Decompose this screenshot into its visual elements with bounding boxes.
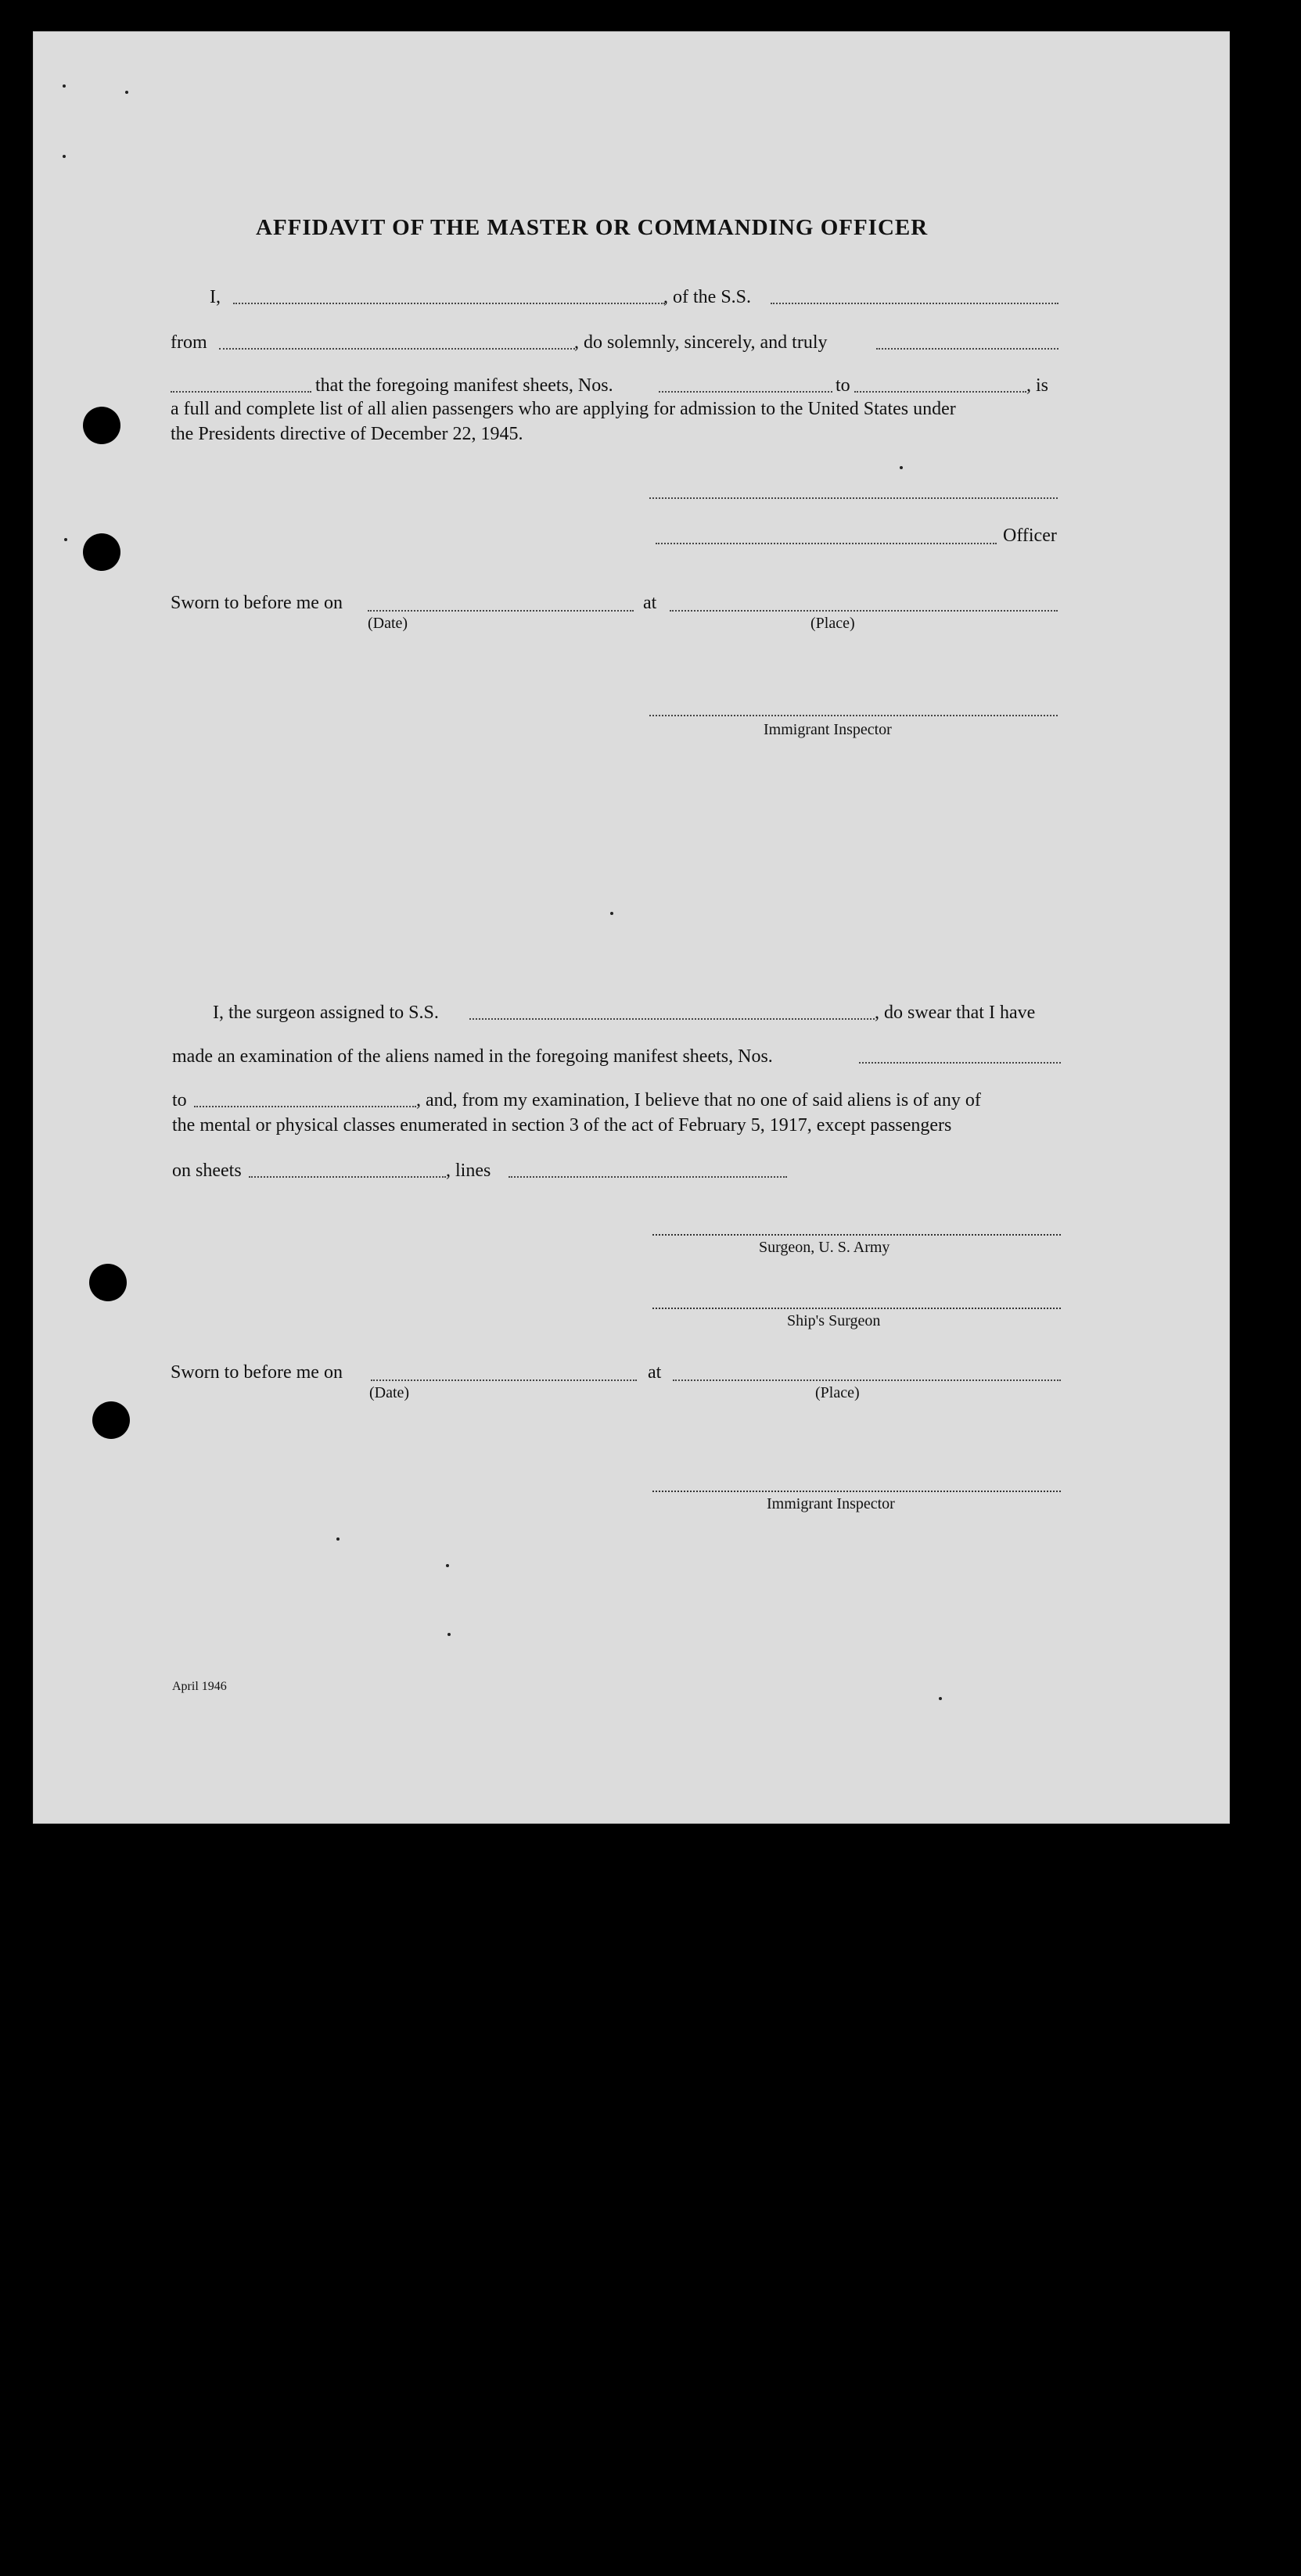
speck [336, 1537, 340, 1541]
master-sworn-date-field[interactable] [368, 610, 634, 612]
master-line2-prefix: from [171, 332, 207, 353]
master-line3-to: to [836, 375, 850, 396]
form-date: April 1946 [172, 1680, 227, 1693]
speck [125, 91, 128, 94]
surgeon-sworn-label: Sworn to before me on [171, 1362, 343, 1383]
master-line3-end: , is [1026, 375, 1049, 396]
surgeon-line4: the mental or physical classes enumerated in section 3 of the act of February 5, 1917, except passengers [172, 1115, 952, 1136]
master-line1-suffix: , of the S.S. [663, 287, 752, 307]
master-sworn-label: Sworn to before me on [171, 593, 343, 613]
except-sheets-field[interactable] [249, 1176, 446, 1178]
master-signature-field[interactable] [649, 497, 1058, 499]
master-line3-middle: that the foregoing manifest sheets, Nos. [315, 375, 613, 396]
speck [64, 538, 67, 541]
speck [63, 155, 66, 158]
surgeon-ship-field[interactable] [469, 1018, 875, 1020]
speck [63, 84, 66, 88]
master-name-field[interactable] [233, 303, 665, 304]
ship-surgeon-label: Ship's Surgeon [787, 1312, 881, 1329]
master-line1-prefix: I, [210, 287, 221, 307]
oath-continuation-field[interactable] [171, 391, 311, 393]
master-line2-middle: , do solemnly, sincerely, and truly [574, 332, 828, 353]
except-lines-field[interactable] [509, 1176, 787, 1178]
ship-surgeon-signature-field[interactable] [652, 1308, 1061, 1309]
surgeon-line5-middle: , lines [446, 1161, 491, 1181]
officer-label: Officer [1003, 526, 1057, 546]
punch-hole [83, 533, 120, 571]
page-title: AFFIDAVIT OF THE MASTER OR COMMANDING OFFICER [256, 215, 929, 240]
punch-hole [89, 1264, 127, 1301]
officer-signature-field[interactable] [656, 543, 997, 544]
master-at-label: at [643, 593, 657, 613]
surgeon-sworn-place-field[interactable] [673, 1379, 1061, 1381]
master-date-caption: (Date) [368, 615, 408, 632]
speck [900, 466, 903, 469]
surgeon-line1-prefix: I, the surgeon assigned to S.S. [213, 1003, 439, 1023]
from-port-field[interactable] [219, 348, 575, 350]
surgeon-inspector-label: Immigrant Inspector [767, 1495, 895, 1512]
surgeon-line3-prefix: to [172, 1090, 187, 1110]
surgeon-sworn-date-field[interactable] [371, 1379, 637, 1381]
master-line5: the Presidents directive of December 22, 1945. [171, 424, 523, 444]
surgeon-place-caption: (Place) [815, 1384, 860, 1401]
punch-hole [83, 407, 120, 444]
army-surgeon-label: Surgeon, U. S. Army [759, 1239, 890, 1256]
punch-hole [92, 1401, 130, 1439]
speck [447, 1633, 451, 1636]
master-inspector-label: Immigrant Inspector [764, 721, 892, 738]
surgeon-sheets-to-field[interactable] [194, 1106, 416, 1107]
surgeon-date-caption: (Date) [369, 1384, 410, 1401]
surgeon-line3-suffix: , and, from my examination, I believe that no one of said aliens is of any of [416, 1090, 981, 1110]
surgeon-line5-prefix: on sheets [172, 1161, 242, 1181]
sheets-to-field[interactable] [854, 391, 1026, 393]
oath-field[interactable] [876, 348, 1058, 350]
army-surgeon-signature-field[interactable] [652, 1234, 1061, 1236]
master-line4: a full and complete list of all alien passengers who are applying for admission to the United States under [171, 399, 956, 419]
surgeon-line2: made an examination of the aliens named in the foregoing manifest sheets, Nos. [172, 1046, 773, 1067]
master-place-caption: (Place) [810, 615, 855, 632]
surgeon-at-label: at [648, 1362, 662, 1383]
surgeon-inspector-signature-field[interactable] [652, 1491, 1061, 1492]
speck [610, 912, 613, 915]
surgeon-sheets-from-field[interactable] [859, 1062, 1061, 1064]
master-sworn-place-field[interactable] [670, 610, 1058, 612]
master-inspector-signature-field[interactable] [649, 715, 1058, 716]
ship-name-field[interactable] [771, 303, 1058, 304]
surgeon-line1-suffix: , do swear that I have [875, 1003, 1036, 1023]
speck [446, 1564, 449, 1567]
sheets-from-field[interactable] [659, 391, 832, 393]
speck [939, 1697, 942, 1700]
